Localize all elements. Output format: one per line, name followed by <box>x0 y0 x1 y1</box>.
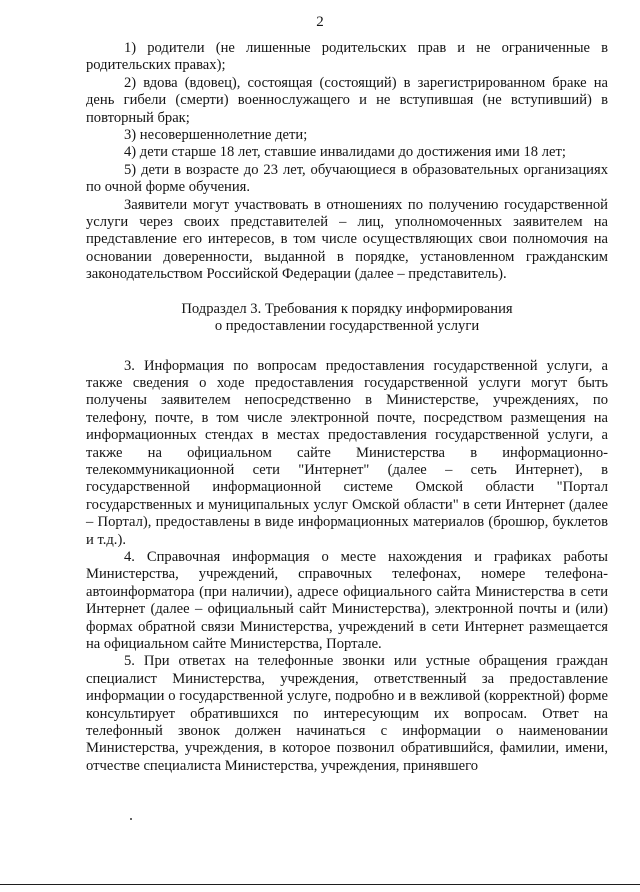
paragraph-4: 4. Справочная информация о месте нахождения и графиках работы Министерства, учреждений, справочных телефонах, номере телефона-автоинформатора (при наличии), адресе официального сайта Министерства в сети Интернет (далее – официальный сайт Министерства), электронной почты и (или) формах обратной связи Министерства, учреждений в сети Интернет размещается на официальном сайте Министерства, Портале. <box>86 548 608 652</box>
list-item-disabled-children: 4) дети старше 18 лет, ставшие инвалидами до достижения ими 18 лет; <box>124 144 566 161</box>
scan-speck <box>130 818 132 820</box>
paragraph-3: 3. Информация по вопросам предоставления государственной услуги, а также сведения о ходе предоставления государственной услуги могут быть получены заявителем непосредственно в Министерстве, учреждениях, по телефону, почте, в том числе электронной почте, посредством размещения на информационных стендах в местах предоставления государственной услуги, а также на официальном сайте Министерства в информационно-телекоммуникационной сети "Интернет" (далее – сеть Интернет), в государственной информационной системе Омской области "Портал государственных и муниципальных услуг Омской области" в сети Интернет (далее – Портал), предоставлены в виде информационных материалов (брошюр, буклетов и т.д.). <box>86 357 608 548</box>
document-body <box>86 40 608 775</box>
page-number: 2 <box>316 14 324 30</box>
list-item-widow: 2) вдова (вдовец), состоящая (состоящий) в зарегистрированном браке на день гибели (смерти) военнослужащего и не вступившая (не вступивший) в повторный брак; <box>86 74 608 126</box>
list-item-minor-children: 3) несовершеннолетние дети; <box>124 127 308 144</box>
subsection-heading-line-2: о предоставлении государственной услуги <box>214 318 480 335</box>
paragraph-representatives: Заявители могут участвовать в отношениях по получению государственной услуги через своих представителей – лиц, уполномоченных заявителем на представление его интересов, в том числе осуществляющих свои полномочия на основании доверенности, выданной в порядке, установленном гражданским законодательством Российской Федерации (далее – представитель). <box>86 196 608 283</box>
page-bottom-edge <box>0 884 640 885</box>
subsection-heading-line-1: Подраздел 3. Требования к порядку информирования <box>181 300 513 317</box>
list-item-student-children: 5) дети в возрасте до 23 лет, обучающиеся в образовательных организациях по очной форме обучения. <box>86 161 608 196</box>
paragraph-5: 5. При ответах на телефонные звонки или устные обращения граждан специалист Министерства, учреждения, ответственный за предоставление информации о государственной услуге, подробно и в вежливой (корректной) форме консультирует обратившихся по интересующим их вопросам. Ответ на телефонный звонок должен начинаться с информации о наименовании Министерства, учреждения, в которое позвонил обратившийся, фамилии, имени, отчестве специалиста Министерства, учреждения, принявшего <box>86 653 608 774</box>
list-item-parents: 1) родители (не лишенные родительских прав и не ограниченные в родительских правах); <box>86 40 608 74</box>
subsection-heading <box>86 301 608 336</box>
